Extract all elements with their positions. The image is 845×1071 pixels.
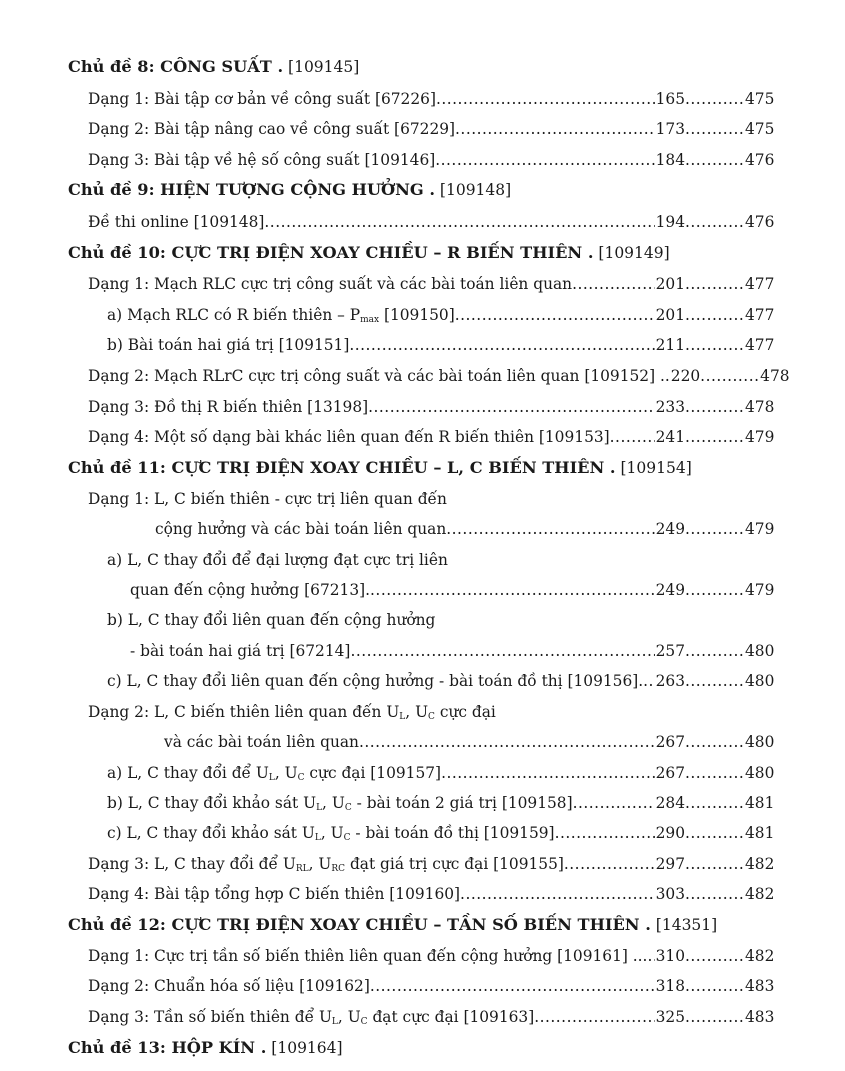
chapter-title: Chủ đề 9: HIỆN TƯỢNG CỘNG HƯỞNG . bbox=[68, 180, 435, 199]
entry-label bbox=[107, 818, 555, 848]
answer-page-number: 482 bbox=[745, 885, 775, 903]
answer-page-number: 480 bbox=[745, 764, 775, 782]
entry-label bbox=[88, 1002, 534, 1032]
entry-text: Dạng 1: Mạch RLC cực trị công suất và các bài toán liên quan bbox=[88, 275, 573, 293]
entry-label bbox=[88, 971, 370, 1001]
entry-text: Dạng 3: Bài tập về hệ số công suất [109146] bbox=[88, 151, 436, 169]
toc-entry[interactable] bbox=[107, 818, 775, 848]
entry-label bbox=[130, 636, 350, 666]
dot-leader bbox=[685, 636, 745, 666]
dot-leader bbox=[685, 514, 745, 544]
page-number: 184 bbox=[655, 151, 685, 169]
entry-label bbox=[107, 300, 455, 330]
subscript: RL bbox=[295, 864, 309, 874]
page-number: 233 bbox=[655, 398, 685, 416]
dot-leader bbox=[685, 84, 745, 114]
subscript: C bbox=[344, 803, 352, 813]
dot-leader bbox=[555, 818, 655, 848]
entry-label bbox=[107, 758, 441, 788]
toc-entry[interactable] bbox=[130, 575, 775, 605]
entry-text: , U bbox=[320, 824, 344, 842]
page-number: 249 bbox=[655, 520, 685, 538]
entry-text: Dạng 3: Đồ thị R biến thiên [13198] bbox=[88, 398, 369, 416]
entry-text: Dạng 1: Bài tập cơ bản về công suất [67226] bbox=[88, 90, 436, 108]
subscript: C bbox=[360, 1017, 368, 1027]
dot-leader bbox=[685, 114, 745, 144]
dot-leader bbox=[435, 145, 654, 175]
toc-entry[interactable] bbox=[88, 422, 775, 452]
dot-leader bbox=[455, 114, 655, 144]
chapter-code: [109164] bbox=[266, 1039, 343, 1057]
entry-text: , U bbox=[405, 703, 429, 721]
toc-entry[interactable] bbox=[107, 300, 775, 330]
dot-leader bbox=[573, 788, 655, 818]
dot-leader bbox=[685, 941, 745, 971]
dot-leader bbox=[685, 849, 745, 879]
page-number: 297 bbox=[655, 855, 685, 873]
entry-text: Dạng 4: Bài tập tổng hợp C biến thiên [109160] bbox=[88, 885, 461, 903]
dot-leader bbox=[370, 575, 655, 605]
toc-entry[interactable] bbox=[130, 636, 775, 666]
answer-page-number: 476 bbox=[745, 151, 775, 169]
toc-entry-line[interactable] bbox=[107, 605, 435, 635]
page-number: 325 bbox=[655, 1008, 685, 1026]
chapter-title: Chủ đề 8: CÔNG SUẤT . bbox=[68, 57, 284, 76]
toc-entry-line[interactable] bbox=[107, 545, 448, 575]
entry-text: Dạng 3: L, C thay đổi để U bbox=[88, 855, 296, 873]
toc-entry[interactable] bbox=[88, 879, 775, 909]
page-number: 257 bbox=[655, 642, 685, 660]
entry-label bbox=[88, 392, 368, 422]
entry-text: Dạng 1: L, C biến thiên - cực trị liên quan đến bbox=[88, 490, 447, 508]
answer-page-number: 479 bbox=[745, 428, 775, 446]
entry-label bbox=[107, 666, 643, 696]
toc-chapter-heading[interactable] bbox=[68, 52, 359, 82]
dot-leader bbox=[685, 269, 745, 299]
subscript: C bbox=[343, 833, 351, 843]
dot-leader bbox=[685, 758, 745, 788]
dot-leader bbox=[685, 788, 745, 818]
page-number: 220 bbox=[670, 367, 701, 385]
dot-leader bbox=[564, 849, 655, 879]
answer-page-number: 482 bbox=[745, 947, 775, 965]
entry-text: Dạng 2: Chuẩn hóa số liệu [109162] bbox=[88, 977, 370, 995]
answer-page-number: 481 bbox=[745, 794, 775, 812]
entry-label bbox=[88, 422, 610, 452]
answer-page-number: 475 bbox=[745, 90, 775, 108]
dot-leader bbox=[685, 727, 745, 757]
entry-text: đạt giá trị cực đại [109155] bbox=[345, 855, 564, 873]
entry-text: cực đại bbox=[434, 703, 496, 721]
subscript: L bbox=[331, 1017, 338, 1027]
answer-page-number: 477 bbox=[745, 306, 775, 324]
entry-text: đạt cực đại [109163] bbox=[367, 1008, 535, 1026]
entry-text: cực đại [109157] bbox=[304, 764, 442, 782]
entry-label bbox=[88, 145, 435, 175]
page-number: 165 bbox=[655, 90, 685, 108]
entry-text: Dạng 4: Một số dạng bài khác liên quan đến R biến thiên [109153] bbox=[88, 428, 610, 446]
entry-label bbox=[88, 361, 670, 391]
entry-label bbox=[107, 330, 349, 360]
subscript: L bbox=[399, 712, 406, 722]
entry-label bbox=[130, 575, 370, 605]
chapter-code: [109149] bbox=[593, 244, 670, 262]
answer-page-number: 480 bbox=[745, 672, 775, 690]
dot-leader bbox=[685, 666, 745, 696]
entry-text: [109150] bbox=[379, 306, 455, 324]
subscript: L bbox=[316, 803, 323, 813]
dot-leader bbox=[610, 422, 655, 452]
entry-label bbox=[88, 84, 436, 114]
chapter-code: [109154] bbox=[615, 459, 692, 477]
dot-leader bbox=[446, 514, 654, 544]
entry-text: quan đến cộng hưởng [67213]. bbox=[130, 581, 371, 599]
toc-entry[interactable] bbox=[107, 666, 775, 696]
answer-page-number: 476 bbox=[745, 213, 775, 231]
toc-chapter-heading[interactable] bbox=[68, 453, 692, 483]
dot-leader bbox=[359, 727, 655, 757]
dot-leader bbox=[700, 361, 760, 391]
entry-text: a) L, C thay đổi để đại lượng đạt cực trị liên bbox=[107, 551, 448, 569]
answer-page-number: 480 bbox=[745, 733, 775, 751]
toc-entry[interactable] bbox=[88, 207, 775, 237]
answer-page-number: 483 bbox=[745, 977, 775, 995]
entry-text: , U bbox=[322, 794, 345, 812]
entry-label bbox=[88, 114, 455, 144]
dot-leader bbox=[349, 330, 654, 360]
entry-label bbox=[107, 788, 573, 818]
dot-leader bbox=[455, 300, 655, 330]
answer-page-number: 477 bbox=[745, 275, 775, 293]
dot-leader bbox=[685, 207, 745, 237]
toc-chapter-heading[interactable] bbox=[68, 175, 511, 205]
dot-leader bbox=[264, 207, 654, 237]
chapter-code: [109148] bbox=[435, 181, 512, 199]
entry-text: , U bbox=[274, 764, 298, 782]
entry-text: , U bbox=[337, 1008, 361, 1026]
chapter-code: [14351] bbox=[650, 916, 718, 934]
dot-leader bbox=[647, 941, 654, 971]
entry-text: Dạng 2: Mạch RLrC cực trị công suất và các bài toán liên quan [109152] .. bbox=[88, 367, 670, 385]
entry-label bbox=[107, 551, 448, 569]
entry-text: c) L, C thay đổi khảo sát U bbox=[107, 824, 315, 842]
toc-entry-line[interactable] bbox=[88, 484, 447, 514]
page-number: 310 bbox=[655, 947, 685, 965]
entry-text: - bài toán hai giá trị [67214] bbox=[130, 642, 351, 660]
answer-page-number: 480 bbox=[745, 642, 775, 660]
entry-label bbox=[88, 490, 447, 508]
toc-entry[interactable] bbox=[88, 361, 790, 391]
entry-label bbox=[155, 514, 446, 544]
toc-entry[interactable] bbox=[107, 758, 775, 788]
answer-page-number: 481 bbox=[745, 824, 775, 842]
page-number: 241 bbox=[655, 428, 685, 446]
toc-chapter-heading[interactable] bbox=[68, 1033, 343, 1063]
dot-leader bbox=[685, 575, 745, 605]
toc-entry[interactable] bbox=[88, 145, 775, 175]
dot-leader bbox=[460, 879, 655, 909]
chapter-title: Chủ đề 11: CỰC TRỊ ĐIỆN XOAY CHIỀU – L, C BIẾN THIÊN . bbox=[68, 458, 616, 477]
entry-text: a) Mạch RLC có R biến thiên – P bbox=[107, 306, 361, 324]
entry-label bbox=[88, 207, 264, 237]
dot-leader bbox=[685, 879, 745, 909]
page-number: 201 bbox=[655, 306, 685, 324]
dot-leader bbox=[436, 84, 655, 114]
entry-text: Dạng 3: Tần số biến thiên để U bbox=[88, 1008, 332, 1026]
entry-label bbox=[164, 727, 359, 757]
toc-entry[interactable] bbox=[88, 971, 775, 1001]
dot-leader bbox=[685, 818, 745, 848]
dot-leader bbox=[685, 422, 745, 452]
page-number: 194 bbox=[655, 213, 685, 231]
dot-leader bbox=[368, 392, 654, 422]
page-number: 318 bbox=[655, 977, 685, 995]
toc-entry[interactable] bbox=[107, 788, 775, 818]
entry-text: Dạng 1: Cực trị tần số biến thiên liên quan đến cộng hưởng [109161] ... bbox=[88, 947, 648, 965]
entry-text: và các bài toán liên quan bbox=[164, 733, 359, 751]
entry-text: Đề thi online [109148] bbox=[88, 213, 265, 231]
toc-entry[interactable] bbox=[164, 727, 775, 757]
subscript: L bbox=[314, 833, 321, 843]
subscript: L bbox=[268, 773, 275, 783]
entry-text: - bài toán đồ thị [109159] bbox=[350, 824, 555, 842]
dot-leader bbox=[685, 1002, 745, 1032]
toc-entry[interactable] bbox=[88, 941, 775, 971]
entry-text: c) L, C thay đổi liên quan đến cộng hưởng - bài toán đồ thị [109156]. bbox=[107, 672, 644, 690]
page-number: 303 bbox=[655, 885, 685, 903]
toc-entry[interactable] bbox=[88, 269, 775, 299]
answer-page-number: 479 bbox=[745, 581, 775, 599]
page-number: 290 bbox=[655, 824, 685, 842]
entry-text: - bài toán 2 giá trị [109158] bbox=[351, 794, 573, 812]
chapter-title: Chủ đề 12: CỰC TRỊ ĐIỆN XOAY CHIỀU – TẦN SỐ BIẾN THIÊN . bbox=[68, 915, 651, 934]
answer-page-number: 479 bbox=[745, 520, 775, 538]
answer-page-number: 478 bbox=[745, 398, 775, 416]
entry-text: , U bbox=[308, 855, 332, 873]
toc-entry[interactable] bbox=[88, 1002, 775, 1032]
subscript: C bbox=[428, 712, 435, 722]
entry-label bbox=[88, 849, 564, 879]
toc-entry[interactable] bbox=[88, 84, 775, 114]
page-number: 201 bbox=[655, 275, 685, 293]
page-number: 267 bbox=[655, 733, 685, 751]
entry-text: b) L, C thay đổi khảo sát U bbox=[107, 794, 317, 812]
answer-page-number: 482 bbox=[745, 855, 775, 873]
dot-leader bbox=[643, 666, 654, 696]
entry-text: Dạng 2: Bài tập nâng cao về công suất [67229] bbox=[88, 120, 456, 138]
answer-page-number: 478 bbox=[760, 367, 790, 385]
entry-label bbox=[88, 941, 647, 971]
answer-page-number: 483 bbox=[745, 1008, 775, 1026]
entry-text: Dạng 2: L, C biến thiên liên quan đến U bbox=[88, 703, 400, 721]
dot-leader bbox=[685, 971, 745, 1001]
answer-page-number: 477 bbox=[745, 336, 775, 354]
subscript: C bbox=[297, 773, 305, 783]
toc-entry[interactable] bbox=[107, 330, 775, 360]
entry-label bbox=[88, 879, 460, 909]
dot-leader bbox=[685, 145, 745, 175]
dot-leader bbox=[534, 1002, 654, 1032]
toc-entry[interactable] bbox=[88, 114, 775, 144]
dot-leader bbox=[370, 971, 655, 1001]
toc-chapter-heading[interactable] bbox=[68, 238, 670, 268]
chapter-code: [109145] bbox=[283, 58, 360, 76]
dot-leader bbox=[685, 392, 745, 422]
entry-text: a) L, C thay đổi để U bbox=[107, 764, 269, 782]
subscript: max bbox=[360, 315, 380, 325]
chapter-title: Chủ đề 10: CỰC TRỊ ĐIỆN XOAY CHIỀU – R BIẾN THIÊN . bbox=[68, 243, 594, 262]
toc-entry[interactable] bbox=[88, 849, 775, 879]
page-number: 263 bbox=[655, 672, 685, 690]
answer-page-number: 475 bbox=[745, 120, 775, 138]
page-number: 267 bbox=[655, 764, 685, 782]
entry-label bbox=[107, 611, 435, 629]
toc-entry[interactable] bbox=[155, 514, 775, 544]
dot-leader bbox=[572, 269, 655, 299]
toc-entry-line[interactable] bbox=[88, 697, 496, 727]
toc-entry[interactable] bbox=[88, 392, 775, 422]
entry-text: cộng hưởng và các bài toán liên quan bbox=[155, 520, 447, 538]
entry-label bbox=[88, 703, 496, 721]
page-number: 249 bbox=[655, 581, 685, 599]
entry-label bbox=[88, 269, 572, 299]
toc-chapter-heading[interactable] bbox=[68, 910, 717, 940]
entry-text: b) Bài toán hai giá trị [109151] bbox=[107, 336, 350, 354]
page-number: 284 bbox=[655, 794, 685, 812]
dot-leader bbox=[441, 758, 655, 788]
page-number: 173 bbox=[655, 120, 685, 138]
subscript: RC bbox=[331, 864, 346, 874]
page-number: 211 bbox=[655, 336, 685, 354]
dot-leader bbox=[350, 636, 654, 666]
chapter-title: Chủ đề 13: HỘP KÍN . bbox=[68, 1038, 267, 1057]
dot-leader bbox=[685, 300, 745, 330]
dot-leader bbox=[685, 330, 745, 360]
entry-text: b) L, C thay đổi liên quan đến cộng hưởng bbox=[107, 611, 436, 629]
